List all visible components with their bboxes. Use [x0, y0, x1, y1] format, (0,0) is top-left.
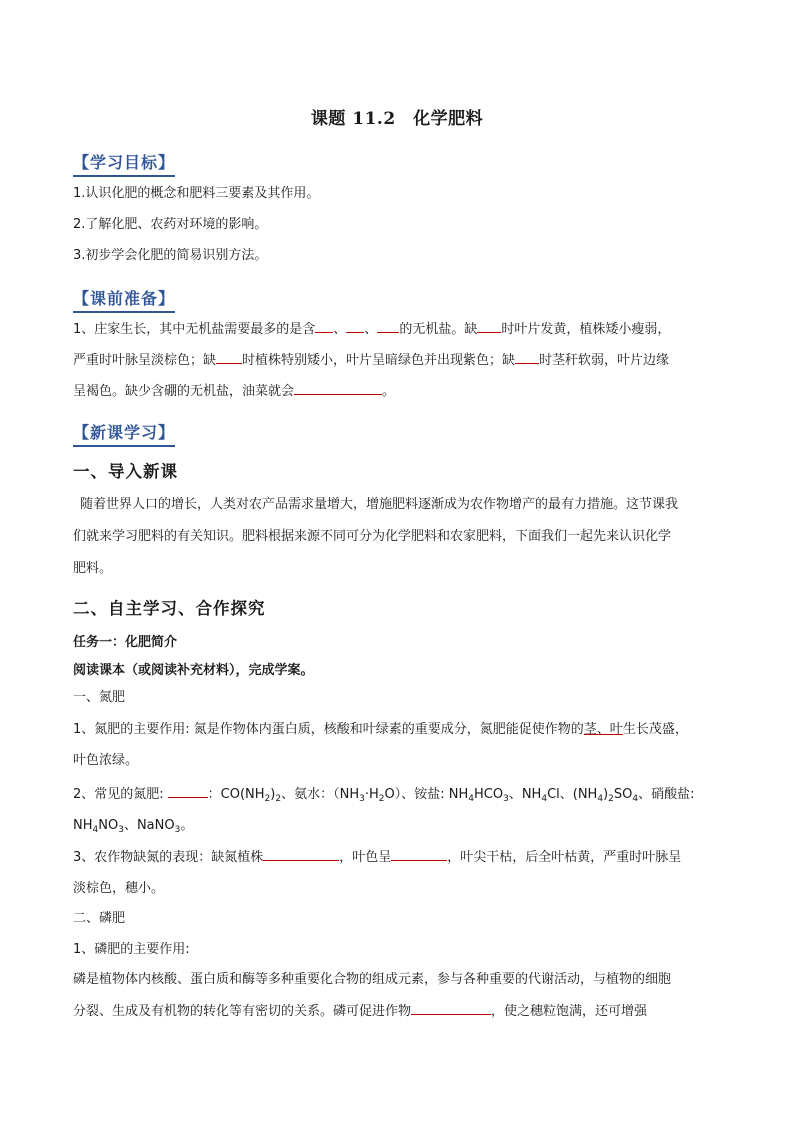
fill-blank[interactable] — [377, 320, 399, 333]
prep-text: 时植株特别矮小，叶片呈暗绿色并出现紫色；缺 — [242, 353, 516, 368]
formula: ) — [603, 787, 609, 802]
intro-paragraph-line-3: 肥料。 — [73, 561, 113, 576]
prep-text: 。 — [382, 384, 396, 399]
subscript: 3 — [174, 825, 181, 835]
nitrogen-text: 生长茂盛， — [622, 722, 688, 737]
study-heading: 二、自主学习、合作探究 — [73, 599, 266, 618]
subscript: 4 — [92, 825, 99, 835]
fill-blank[interactable] — [346, 320, 364, 333]
formula: ·H — [364, 787, 379, 802]
section-heading-objectives: 【学习目标】 — [73, 150, 175, 177]
nitrogen-text: 2、常见的氮肥: — [73, 787, 164, 802]
prep-line-1 — [73, 320, 670, 340]
formula: 、NaNO — [123, 818, 175, 833]
fill-blank[interactable] — [216, 351, 242, 364]
fill-blank[interactable] — [315, 320, 333, 333]
formula: NH — [73, 818, 93, 833]
formula: ：CO(NH — [207, 787, 265, 802]
fill-blank[interactable] — [263, 848, 339, 861]
formula: NO — [98, 818, 119, 833]
formula: HCO — [473, 787, 504, 802]
nitrogen-text: ，叶色呈 — [339, 850, 392, 865]
marked-text: 茎、叶 — [583, 722, 623, 737]
prep-text: 1、庄家生长，其中无机盐需要最多的是含 — [73, 322, 316, 337]
nitrogen-text: 1、氮肥的主要作用: 氮是作物体内蛋白质，核酸和叶绿素的重要成分，氮肥能促使作物的 — [73, 722, 584, 737]
section-heading-new-lesson: 【新课学习】 — [73, 420, 175, 447]
objective-2: 2.了解化肥、农药对环境的影响。 — [73, 217, 268, 232]
nitrogen-title: 一、氮肥 — [73, 690, 126, 705]
phosphorus-paragraph-line-1: 磷是植物体内核酸、蛋白质和酶等多种重要化合物的组成元素，参与各种重要的代谢活动，与植物的细胞 — [73, 972, 672, 987]
prep-text: 的无机盐。缺 — [399, 322, 478, 337]
subscript: 3 — [503, 794, 509, 804]
phosphorus-item-1: 1、磷肥的主要作用: — [73, 942, 190, 957]
subscript: 2 — [275, 794, 282, 804]
formula: ) — [270, 787, 276, 802]
section-heading-prep: 【课前准备】 — [73, 286, 175, 313]
formula: 。 — [180, 818, 194, 833]
fill-blank[interactable] — [294, 382, 382, 395]
prep-text: 严重时叶脉呈淡棕色；缺 — [73, 353, 217, 368]
intro-heading: 一、导入新课 — [73, 462, 178, 481]
separator: 、 — [333, 322, 347, 337]
fill-blank[interactable] — [411, 1002, 491, 1015]
subscript: 3 — [118, 825, 124, 835]
formula: SO — [613, 787, 633, 802]
prep-text: 呈褐色。缺少含硼的无机盐，油菜就会 — [73, 384, 295, 399]
fill-blank[interactable] — [168, 785, 208, 798]
nitrogen-item-2-cont — [73, 816, 193, 836]
nitrogen-item-3-cont: 淡棕色，穗小。 — [73, 881, 165, 896]
phosphorus-title: 二、磷肥 — [73, 911, 126, 926]
task-title: 任务一：化肥简介 — [73, 635, 178, 650]
prep-line-3 — [73, 382, 395, 402]
prep-line-2 — [73, 351, 669, 371]
objective-3: 3.初步学会化肥的简易识别方法。 — [73, 248, 268, 263]
phosphorus-text: 分裂、生成及有机物的转化等有密切的关系。磷可促进作物 — [73, 1004, 412, 1019]
subscript: 4 — [632, 794, 639, 804]
nitrogen-text: 、硝酸盐: — [638, 787, 695, 802]
intro-paragraph-line-1: 随着世界人口的增长，人类对农产品需求量增大，增施肥料逐渐成为农作物增产的最有力措施。这节课我 — [80, 497, 679, 512]
fill-blank[interactable] — [391, 848, 447, 861]
subscript: 4 — [468, 794, 474, 804]
prep-text: 时叶片发黄，植株矮小瘦弱， — [501, 322, 671, 337]
prep-text: 时茎秆软弱，叶片边缘 — [539, 353, 670, 368]
phosphorus-text: ，使之穗粒饱满，还可增强 — [491, 1004, 648, 1019]
fill-blank[interactable] — [515, 351, 539, 364]
nitrogen-item-3 — [73, 848, 681, 868]
formula: 、氨水：（NH — [281, 787, 360, 802]
page-title: 课题 11.2 化学肥料 — [310, 109, 484, 129]
nitrogen-item-1 — [73, 720, 688, 740]
subscript: 2 — [378, 794, 385, 804]
nitrogen-item-2 — [73, 785, 694, 805]
nitrogen-text: ，叶尖干枯，后全叶枯黄，严重时叶脉呈 — [447, 850, 682, 865]
fill-blank[interactable] — [477, 320, 501, 333]
formula: 、NH — [508, 787, 542, 802]
objective-1: 1.认识化肥的概念和肥料三要素及其作用。 — [73, 186, 320, 201]
subscript: 2 — [608, 794, 614, 804]
formula: Cl、(NH — [547, 787, 598, 802]
nitrogen-item-1-cont: 叶色浓绿。 — [73, 753, 139, 768]
nitrogen-text: 3、农作物缺氮的表现：缺氮植株 — [73, 850, 264, 865]
subscript: 3 — [359, 794, 365, 804]
separator: 、 — [364, 322, 378, 337]
subscript: 2 — [264, 794, 271, 804]
phosphorus-paragraph-line-2 — [73, 1002, 647, 1022]
intro-paragraph-line-2: 们就来学习肥料的有关知识。肥料根据来源不同可分为化学肥料和农家肥料，下面我们一起先来认识化学 — [73, 529, 672, 544]
formula: O）、铵盐: NH — [384, 787, 469, 802]
subscript: 4 — [597, 794, 604, 804]
task-instruction: 阅读课本（或阅读补充材料），完成学案。 — [73, 663, 314, 678]
subscript: 4 — [541, 794, 548, 804]
